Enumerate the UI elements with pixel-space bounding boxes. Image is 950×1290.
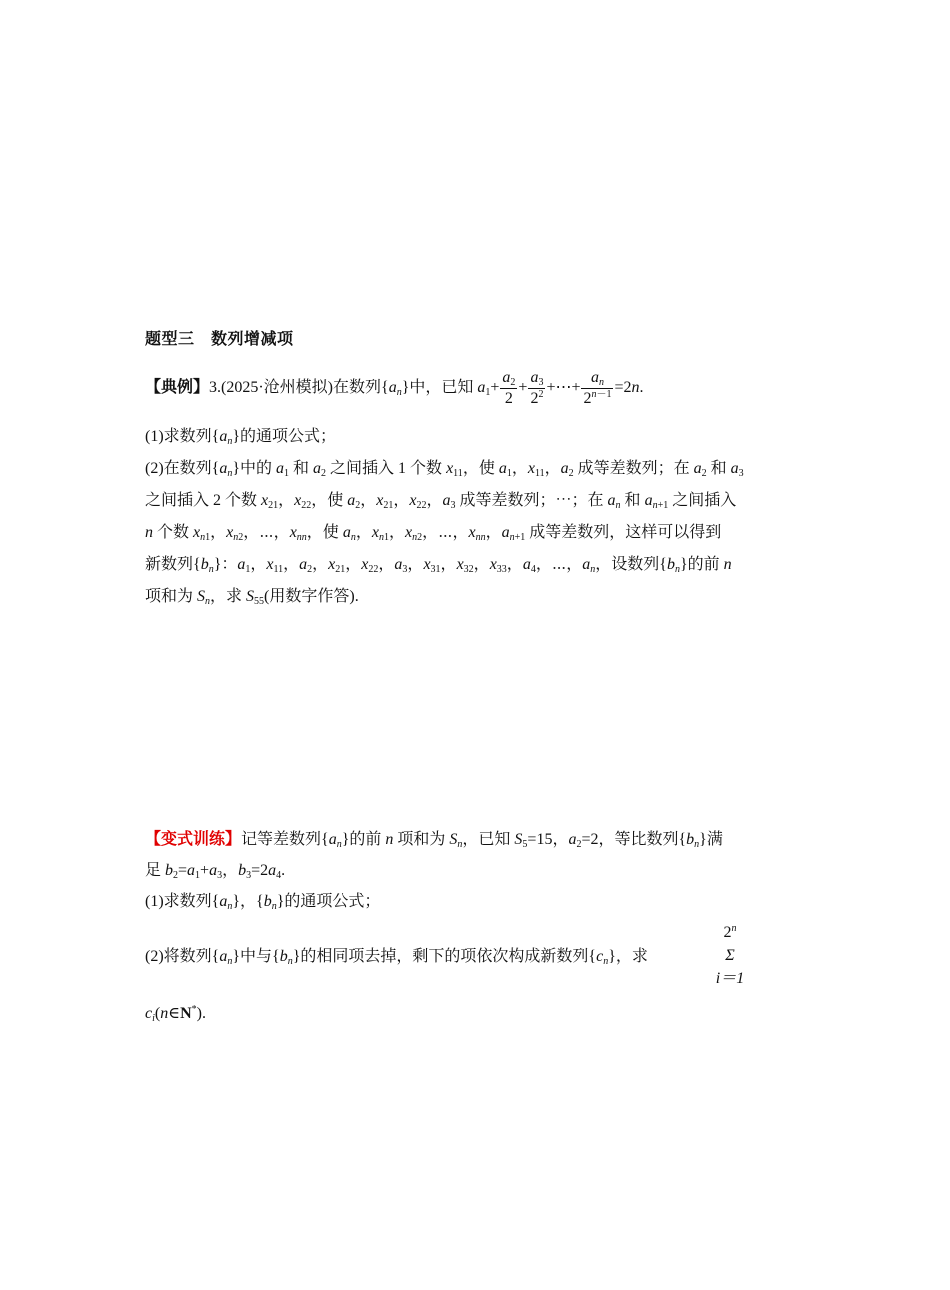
variant-stem-line-2: 足 $b_2=a_1+a_3$，$b_3=2a_4$. (145, 862, 286, 881)
example-question-2-line-4: 新数列$\{b_n\}$：$a_1$，$x_{11}$，$a_2$，$x_{21}$，$x_{22}$，$a_3$，$x_{31}$，$x_{32}$，$x_{33}$，$a_4$，⋯，$a_n$，设数列$\{b_n\}$的前 n (145, 556, 732, 575)
example-stem: 【典例】3.(2025·沧州模拟)在数列$\{a_n\}$中，已知 $a_1+$ $\frac{a_2}{2}$ + $\frac{a_3}{2^2}$ +⋯+ $\frac{a_n}{2^{n-1}}$ =2n. (145, 368, 644, 407)
example-tag: 【典例】 (145, 377, 210, 396)
fraction-a2: $\frac{a_2}{2}$ (502, 368, 516, 407)
variant-tag: 【变式训练】 (145, 829, 242, 848)
summation-symbol: 2$^n$ Σ i＝1 (715, 923, 745, 987)
variant-stem-line-1: 【变式训练】记等差数列$\{a_n\}$的前 n 项和为 $S_n$，已知 $S_5=15$，$a_2=2$，等比数列$\{b_n\}$满 (145, 829, 723, 850)
example-question-2-line-3: n 个数 $x_{n1}$，$x_{n2}$，⋯，$x_{nn}$，使 $a_n$，$x_{n1}$，$x_{n2}$，⋯，$x_{nn}$，$a_{n+1}$ 成等差数列，这样可以得到 (145, 524, 722, 543)
example-question-2-line-2: 之间插入 2 个数 $x_{21}$，$x_{22}$，使 $a_2$，$x_{21}$，$x_{22}$，$a_3$ 成等差数列；⋯；在 $a_n$ 和 $a_{n+1}$ 之间插入 (145, 492, 737, 511)
section-title: 题型三 数列增减项 (145, 329, 294, 348)
example-question-2-line-5: 项和为 $S_n$，求 $S_{55}$(用数字作答). (145, 588, 359, 607)
variant-question-2-end: $c_i(n\in N^*)$. (145, 1004, 206, 1024)
variant-question-2: (2)将数列$\{a_n\}$中与$\{b_n\}$的相同项去掉，剩下的项依次构成新数列$\{c_n\}$，求 (145, 948, 648, 967)
fraction-a3: $\frac{a_3}{2^2}$ (530, 368, 544, 407)
example-question-2-line-1: (2)在数列$\{a_n\}$中的 $a_1$ 和 $a_2$ 之间插入 1 个数 $x_{11}$，使 $a_1$，$x_{11}$，$a_2$ 成等差数列；在 $a_2$ 和 $a_3$ (145, 460, 744, 479)
example-question-1: (1)求数列$\{a_n\}$的通项公式； (145, 428, 337, 447)
variant-question-1: (1)求数列$\{a_n\}$，$\{b_n\}$的通项公式； (145, 893, 381, 912)
fraction-an: $\frac{a_n}{2^{n-1}}$ (583, 368, 612, 407)
